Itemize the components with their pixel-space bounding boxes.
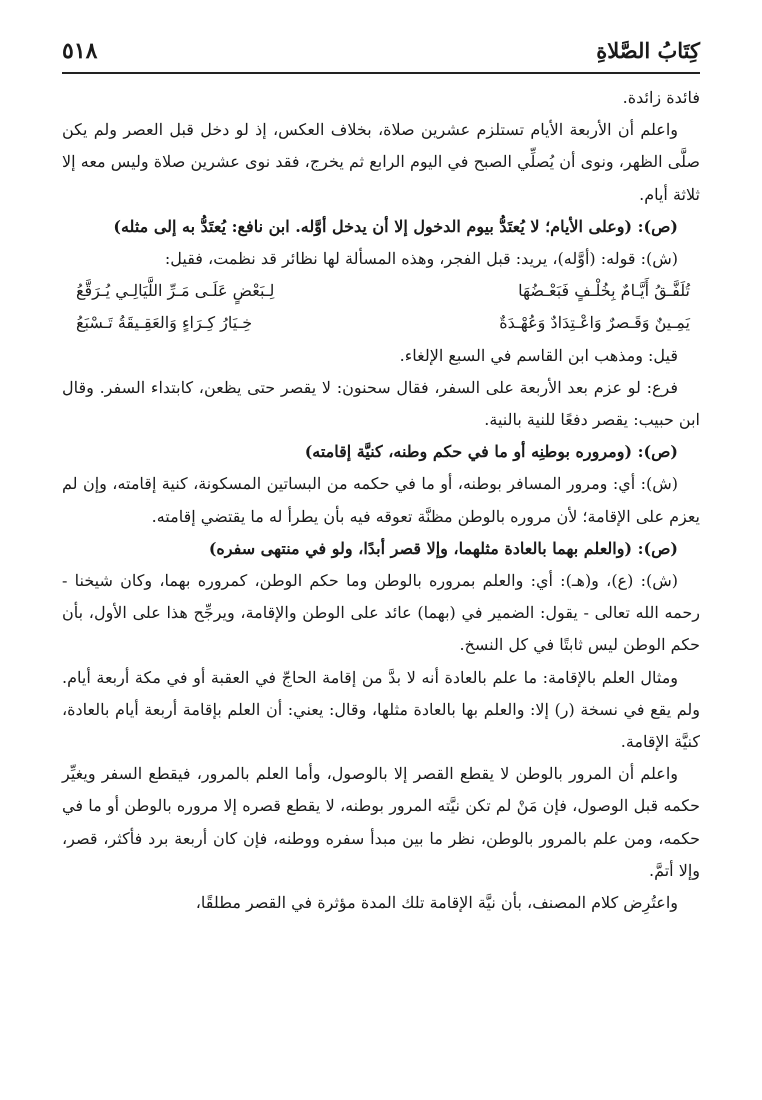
poem-hemistich-right: يَمِـينٌ وَقَـصرٌ وَاعْـتِدَادٌ وَعُهْـدَةٌ	[499, 313, 690, 333]
paragraph: واعتُرِض كلام المصنف، بأن نيَّة الإقامة تلك المدة مؤثرة في القصر مطلقًا،	[195, 893, 678, 913]
paragraph: فائدة زائدة.	[622, 88, 700, 107]
poem-hemistich-left: لِـبَعْضٍ عَلَـى مَـرِّ اللَّيَالِـي يُـرَقَّعُ	[76, 281, 275, 301]
paragraph: ومثال العلم بالإقامة: ما علم بالعادة أنه لا بدَّ من إقامة الحاجّ في العقبة أو في مكة أربعة أيام. ولم يقع في نسخة (ر) إلا: والعلم بها بالعادة مثلها، وقال: يعني: أن العلم بإقامة أربعة أيام بالعادة، كنيَّة الإقامة.	[62, 667, 700, 752]
poem	[62, 275, 700, 339]
paragraph: (ش): أي: ومرور المسافر بوطنه، أو ما في حكمه من البساتين المسكونة، كنية إقامته، وإن لم يعزم على الإقامة؛ لأن مروره بالوطن مظنَّة تعوقه فيه بأن يطرأ له ما يقتضي إقامته.	[62, 474, 700, 526]
poem-line	[62, 275, 700, 307]
paragraph: واعلم أن الأربعة الأيام تستلزم عشرين صلاة، بخلاف العكس، إذ لو دخل قبل العصر ولم يكن صلَّى الظهر، ونوى أن يُصلِّي الصبح في اليوم الرابع ثم يخرج، فقد نوى عشرين صلاة وليس معه إلا ثلاثة أيام.	[62, 120, 700, 204]
paragraph: (ش): (ع)، و(هـ): أي: والعلم بمروره بالوطن وما حكم الوطن، كمروره بهما، وكان شيخنا - رحمه الله تعالى - يقول: الضمير في (بهما) عائد على الوطن والإقامة، ويرجِّح هذا على الأول، بأن حكم الوطن ليس ثابتًا في كل النسخ.	[62, 571, 700, 655]
poem-hemistich-right: تُلَفَّـقُ أَيَّـامٌ بِخُلْـفٍ فَبَعْـضُهَا	[518, 281, 690, 301]
header-rule	[62, 72, 700, 74]
paragraph: (ش): قوله: (أوَّله)، يريد: قبل الفجر، وهذه المسألة لها نظائر قد نظمت، فقيل:	[164, 249, 678, 269]
poem-line	[62, 307, 700, 339]
matn-paragraph: (ص): (وعلى الأيام؛ لا يُعتَدُّ بيوم الدخول إلا أن يدخل أوَّله. ابن نافع: يُعتَدُّ به إلى مثله)	[113, 216, 678, 236]
paragraph: فرع: لو عزم بعد الأربعة على السفر، فقال سحنون: لا يقصر حتى يظعن، كابتداء السفر. وقال ابن حبيب: يقصر دفعًا للنية بالنية.	[62, 377, 700, 430]
running-title: كِتَابُ الصَّلاةِ	[596, 38, 700, 63]
page-header	[62, 36, 700, 76]
matn-paragraph: (ص): (والعلم بهما بالعادة مثلهما، وإلا قصر أبدًا، ولو في منتهى سفره)	[208, 538, 678, 558]
paragraph: قيل: ومذهب ابن القاسم في السبع الإلغاء.	[399, 345, 678, 365]
page-body	[62, 82, 700, 919]
paragraph: واعلم أن المرور بالوطن لا يقطع القصر إلا بالوصول، وأما العلم بالمرور، فيقطع السفر ويغيِّر حكمه قبل الوصول، فإن مَنْ لم تكن نيَّته المرور بوطنه، لا يقطع قصره إلا مروره بالوطن أو ما في حكمه، ومن علم بالمرور بالوطن، نظر ما بين مبدأ سفره ووطنه، فإن كان أربعة برد فأكثر، قصر، وإلا أتمَّ.	[62, 764, 700, 880]
page-number: ٥١٨	[62, 38, 98, 64]
poem-hemistich-left: خِـيَارُ كِـرَاءٍ وَالعَقِـيقَةُ تَـسْبَعُ	[76, 313, 253, 333]
matn-paragraph: (ص): (ومروره بوطنِه أو ما في حكم وطنه، كنيَّة إقامته)	[304, 442, 678, 462]
